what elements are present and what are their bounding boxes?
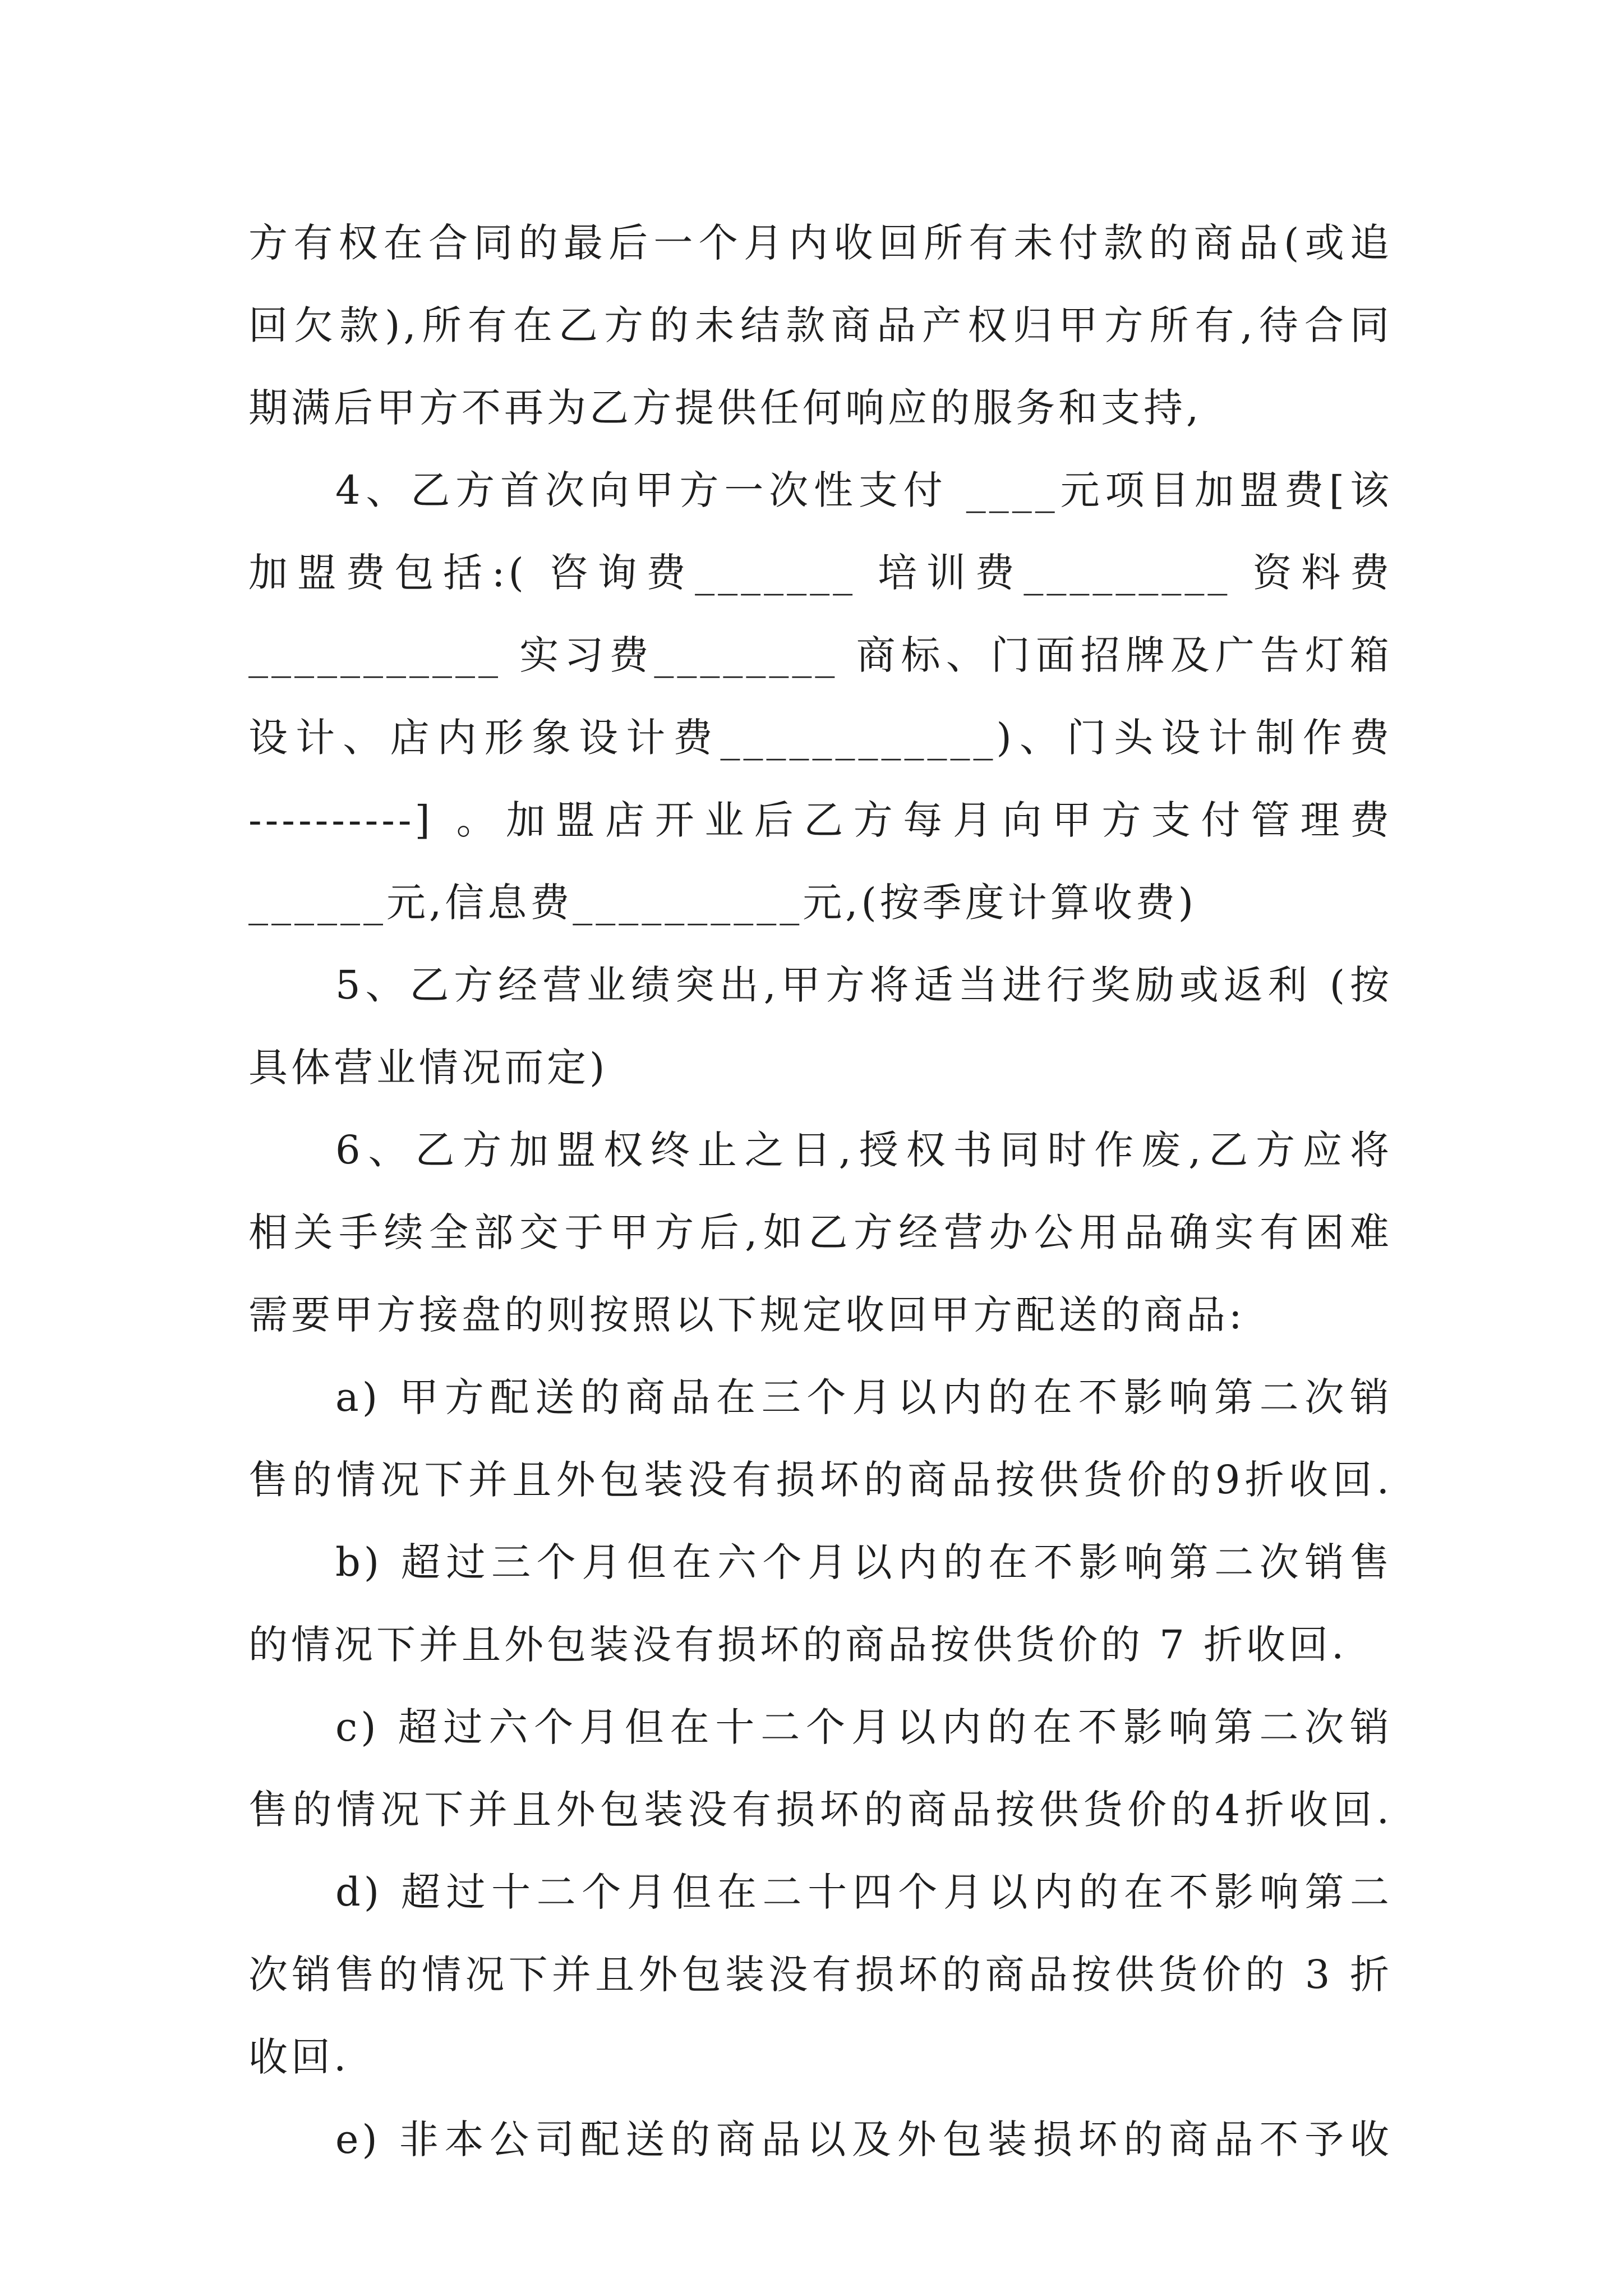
body-line: 加盟费包括:( 咨询费_______ 培训费_________ 资料费 — [248, 550, 1393, 596]
item-d-line: d) 超过十二个月但在二十四个月以内的在不影响第二 — [335, 1869, 1393, 1915]
body-line: 收回. — [248, 2034, 350, 2080]
body-line: ___________ 实习费________ 商标、门面招牌及广告灯箱 — [248, 632, 1393, 678]
clause-5-line: 5、乙方经营业绩突出,甲方将适当进行奖励或返利 (按 — [335, 962, 1393, 1008]
body-line: ______元,信息费__________元,(按季度计算收费) — [248, 880, 1197, 926]
body-line: 售的情况下并且外包装没有损坏的商品按供货价的4折收回. — [248, 1787, 1393, 1833]
body-line: 相关手续全部交于甲方后,如乙方经营办公用品确实有困难 — [248, 1209, 1393, 1255]
contract-body — [248, 202, 1393, 2181]
clause-4-line: 4、乙方首次向甲方一次性支付 ____元项目加盟费[该 — [335, 467, 1393, 513]
body-line: 设计、店内形象设计费____________)、门头设计制作费 — [248, 715, 1393, 761]
body-line: 期满后甲方不再为乙方提供任何响应的服务和支持, — [248, 385, 1202, 431]
body-line: 具体营业情况而定) — [248, 1045, 608, 1091]
item-a-line: a) 甲方配送的商品在三个月以内的在不影响第二次销 — [335, 1374, 1393, 1420]
body-line: 售的情况下并且外包装没有损坏的商品按供货价的9折收回. — [248, 1457, 1393, 1503]
item-e-line: e) 非本公司配送的商品以及外包装损坏的商品不予收 — [335, 2116, 1393, 2162]
body-line: 方有权在合同的最后一个月内收回所有未付款的商品(或追 — [248, 220, 1393, 266]
body-line: ----------] 。加盟店开业后乙方每月向甲方支付管理费 — [248, 797, 1393, 843]
item-b-line: b) 超过三个月但在六个月以内的在不影响第二次销售 — [335, 1539, 1393, 1585]
body-line: 回欠款),所有在乙方的未结款商品产权归甲方所有,待合同 — [248, 302, 1393, 348]
body-line: 次销售的情况下并且外包装没有损坏的商品按供货价的 3 折 — [248, 1952, 1393, 1998]
clause-6-line: 6、乙方加盟权终止之日,授权书同时作废,乙方应将 — [335, 1127, 1393, 1173]
body-line: 需要甲方接盘的则按照以下规定收回甲方配送的商品: — [248, 1292, 1246, 1338]
body-line: 的情况下并且外包装没有损坏的商品按供货价的 7 折收回. — [248, 1622, 1348, 1668]
item-c-line: c) 超过六个月但在十二个月以内的在不影响第二次销 — [335, 1704, 1393, 1750]
